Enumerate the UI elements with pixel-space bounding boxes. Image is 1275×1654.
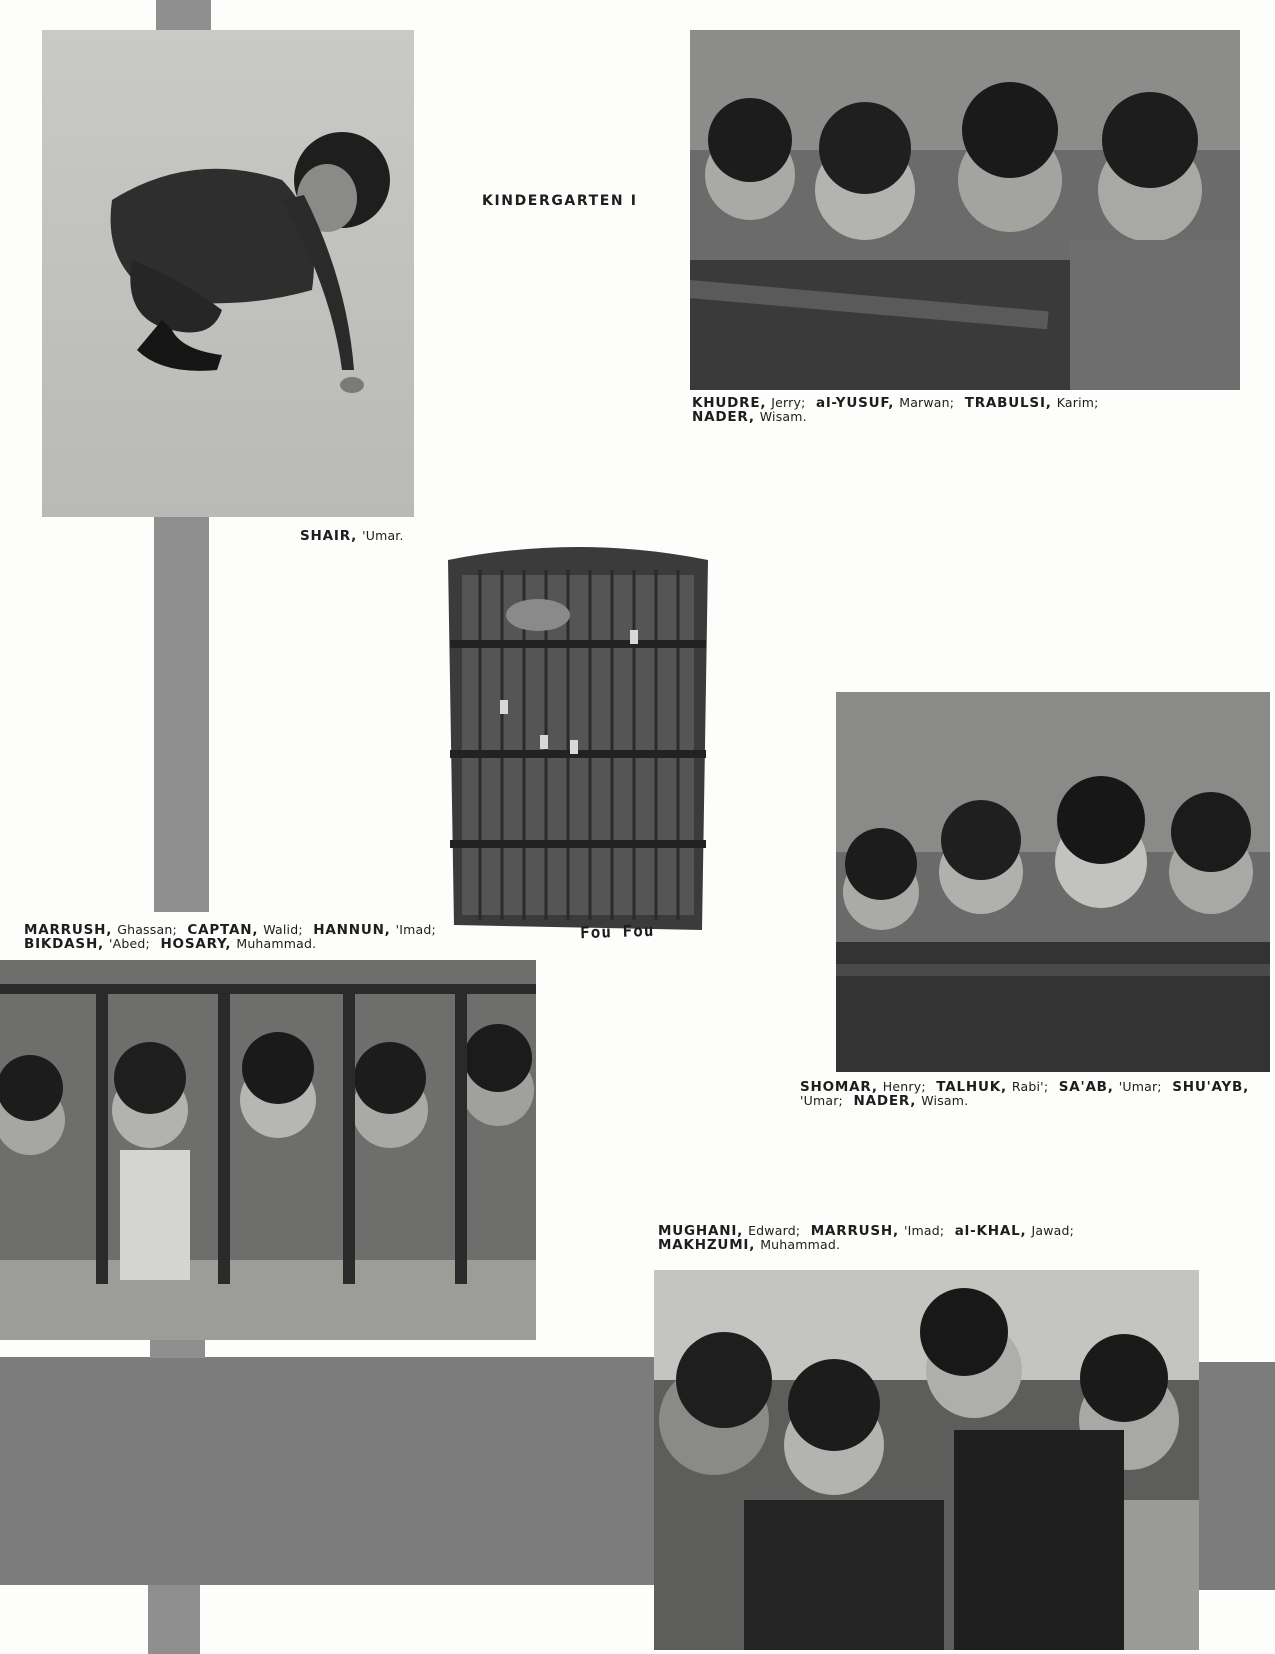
page-title: KINDERGARTEN I (482, 193, 638, 209)
given-name: Ghassan; (117, 922, 177, 937)
surname: MARRUSH, (24, 922, 113, 938)
caption-line-1 (24, 923, 436, 937)
boys-behind-bars-illustration (0, 960, 536, 1340)
photo-four-boys (690, 30, 1240, 390)
caption-line-2 (692, 410, 1099, 424)
photo-boys-looking-down (654, 1270, 1199, 1650)
given-name: Muhammad. (236, 936, 317, 951)
given-name: Jawad; (1031, 1223, 1075, 1238)
caption-marrush (24, 923, 436, 951)
given-name: 'Abed; (108, 936, 150, 951)
caption-line-1 (800, 1080, 1249, 1094)
gray-bar-bottom-left (148, 1585, 200, 1654)
gray-bar-bottom-wide (0, 1357, 655, 1585)
surname: SHAIR, (300, 528, 358, 544)
four-boys-illustration (690, 30, 1240, 390)
gray-bar-top (156, 0, 211, 30)
given-name: Henry; (882, 1079, 926, 1094)
given-name: 'Umar. (362, 528, 404, 543)
surname: TRABULSI, (964, 395, 1052, 411)
caption-khudre (692, 396, 1099, 424)
surname: al-KHAL, (954, 1223, 1027, 1239)
surname: al-YUSUF, (816, 395, 895, 411)
given-name: 'Imad; (395, 922, 436, 937)
photo-boys-railing (836, 692, 1270, 1072)
surname: CAPTAN, (187, 922, 259, 938)
given-name: Wisam. (759, 409, 807, 424)
given-name: Muhammad. (760, 1237, 841, 1252)
caption-line-2 (658, 1238, 1074, 1252)
surname: TALHUK, (936, 1079, 1007, 1095)
surname: HANNUN, (313, 922, 391, 938)
surname: NADER, (692, 409, 755, 425)
gray-bar-bottom-right (1197, 1362, 1275, 1590)
boys-railing-illustration (836, 692, 1270, 1072)
gray-bar-vertical (154, 517, 209, 912)
surname: MAKHZUMI, (658, 1237, 756, 1253)
photo-bird-cage (440, 540, 716, 935)
photo-boy-crouching (42, 30, 414, 517)
handwritten-label: Fou Fou (579, 920, 655, 943)
surname: SHU'AYB, (1172, 1079, 1250, 1095)
gray-bar-mid-stub (150, 1340, 205, 1358)
caption-line-1 (658, 1224, 1074, 1238)
photo-boys-behind-bars (0, 960, 536, 1340)
surname: MUGHANI, (658, 1223, 744, 1239)
given-name: Edward; (748, 1223, 801, 1238)
surname: NADER, (853, 1093, 917, 1109)
caption-shair (300, 529, 404, 543)
given-name: 'Imad; (903, 1223, 945, 1238)
bird-cage-illustration (440, 540, 716, 935)
surname: SA'AB, (1058, 1079, 1114, 1095)
given-name: Marwan; (899, 395, 955, 410)
surname: SHOMAR, (800, 1079, 878, 1095)
caption-line-2 (24, 937, 436, 951)
caption-mughani (658, 1224, 1074, 1252)
given-name: Rabi'; (1011, 1079, 1049, 1094)
surname: KHUDRE, (692, 395, 767, 411)
given-name: Karim; (1056, 395, 1099, 410)
given-name: Walid; (263, 922, 303, 937)
given-name: Jerry; (771, 395, 806, 410)
boys-looking-down-illustration (654, 1270, 1199, 1650)
surname: MARRUSH, (810, 1223, 899, 1239)
given-name: Wisam. (921, 1093, 969, 1108)
surname: BIKDASH, (24, 936, 104, 952)
caption-line-1 (692, 396, 1099, 410)
given-name: 'Umar; (800, 1093, 843, 1108)
surname: HOSARY, (160, 936, 232, 952)
caption-line-2 (800, 1094, 1249, 1108)
boy-crouching-illustration (42, 30, 414, 517)
given-name: 'Umar; (1118, 1079, 1162, 1094)
caption-shomar (800, 1080, 1249, 1108)
